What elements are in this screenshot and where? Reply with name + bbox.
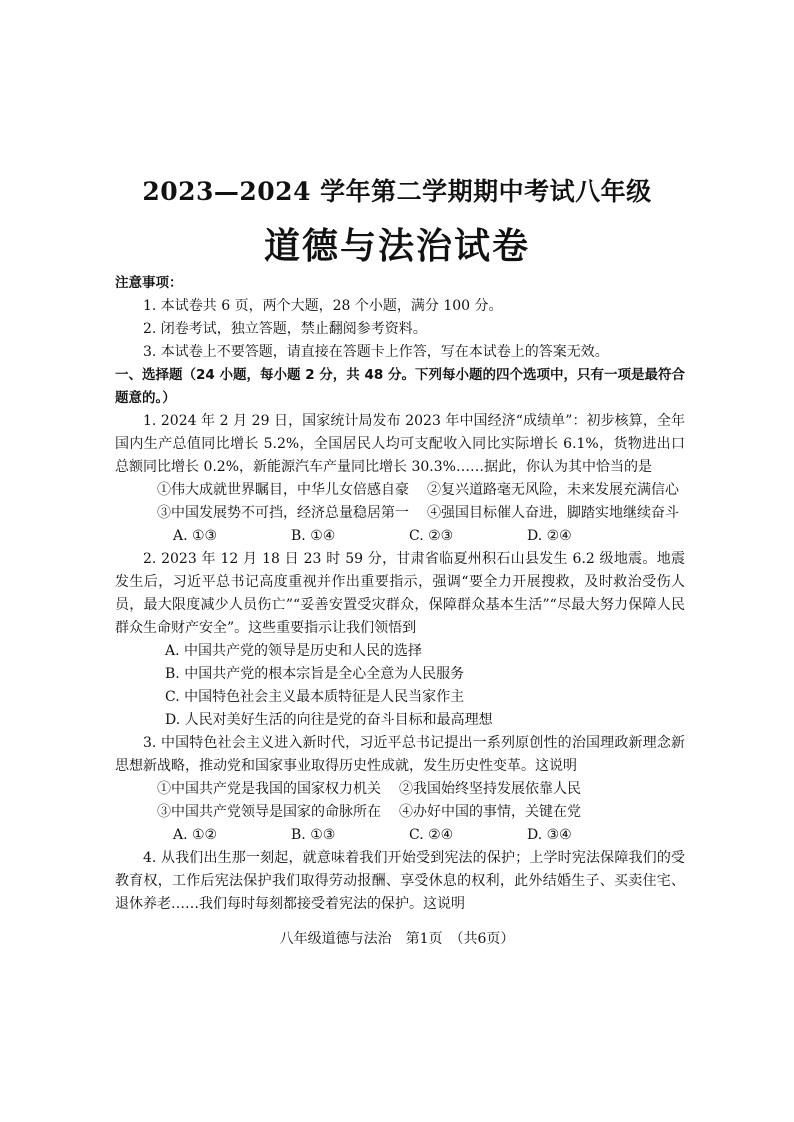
exam-title: 2023—2024 学年第二学期期中考试八年级: [142, 177, 652, 206]
question-1-statement: ①伟大成就世界瞩目，中华儿女倍感自豪: [157, 482, 409, 498]
question-3-statement: ④办好中国的事情，关键在党: [399, 804, 581, 820]
question-1-statement: ②复兴道路毫无风险，未来发展充满信心: [427, 482, 679, 498]
exam-content: [115, 272, 685, 916]
question-3-statements-row: [115, 801, 685, 824]
question-3-statement: ①中国共产党是我国的国家权力机关: [157, 781, 381, 797]
notice-item: 2. 闭卷考试，独立答题，禁止翻阅参考资料。: [143, 321, 427, 337]
choice-c: C. ②③: [409, 528, 454, 544]
question-3-statement: ②我国始终坚持发展依靠人民: [399, 781, 581, 797]
section-heading: 一、选择题（24 小题，每小题 2 分，共 48 分。下列每小题的四个选项中，只有一项是最符合题意的。）: [115, 367, 685, 406]
choice-d: D. ③④: [527, 827, 572, 843]
choice-b: B. 中国共产党的根本宗旨是全心全意为人民服务: [165, 666, 465, 682]
question-3-choices: [115, 824, 685, 847]
choice-a: A. ①②: [173, 827, 218, 843]
choice-b: B. ①③: [291, 827, 336, 843]
question-1-statements-row: [115, 502, 685, 525]
notice-item: 3. 本试卷上不要答题，请直接在答题卡上作答，写在本试卷上的答案无效。: [143, 344, 609, 360]
question-4-stem: 4. 从我们出生那一刻起，就意味着我们开始受到宪法的保护；上学时宪法保障我们的受教育权，工作后宪法保护我们取得劳动报酬、享受休息的权利，此外结婚生子、买卖住宅、退休养老……我们每时每刻都接受着宪法的保护。这说明: [115, 850, 685, 912]
page-footer: 八年级道德与法治 第1页 （共6页）: [279, 931, 515, 947]
choice-c: C. 中国特色社会主义最本质特征是人民当家作主: [165, 689, 465, 705]
question-2-stem: 2. 2023 年 12 月 18 日 23 时 59 分，甘肃省临夏州积石山县发生 6.2 级地震。地震发生后，习近平总书记高度重视并作出重要指示，强调“要全力开展搜救，及时救治受伤人员，最大限度减少人员伤亡”“妥善安置受灾群众，保障群众基本生活”“尽最大努力保障人民群众生命财产安全”。这些重要指示让我们领悟到: [115, 551, 685, 636]
choice-b: B. ①④: [291, 528, 336, 544]
exam-subject-title: 道德与法治试卷: [263, 225, 530, 267]
question-3-stem: 3. 中国特色社会主义进入新时代，习近平总书记提出一系列原创性的治国理政新理念新思想新战略，推动党和国家事业取得历史性成就，发生历史性变革。这说明: [115, 735, 685, 774]
question-1-choices: [115, 525, 685, 548]
choice-d: D. 人民对美好生活的向往是党的奋斗目标和最高理想: [165, 712, 493, 728]
choice-d: D. ②④: [527, 528, 572, 544]
notice-item: 1. 本试卷共 6 页，两个大题，28 个小题，满分 100 分。: [143, 298, 503, 314]
question-1-statement: ④强国目标催人奋进，脚踏实地继续奋斗: [427, 505, 679, 521]
question-1-stem: 1. 2024 年 2 月 29 日，国家统计局发布 2023 年中国经济“成绩单”：初步核算，全年国内生产总值同比增长 5.2%，全国居民人均可支配收入同比实际增长 6.1%，货物进出口总额同比增长 0.2%，新能源汽车产量同比增长 30.3%……据此，你认为其中恰当的是: [115, 413, 685, 475]
question-3-statements-row: [115, 778, 685, 801]
choice-a: A. 中国共产党的领导是历史和人民的选择: [165, 643, 423, 659]
choice-a: A. ①③: [173, 528, 218, 544]
question-1-statements-row: [115, 479, 685, 502]
question-1-statement: ③中国发展势不可挡，经济总量稳居第一: [157, 505, 409, 521]
notice-heading: 注意事项：: [115, 275, 183, 291]
question-3-statement: ③中国共产党领导是国家的命脉所在: [157, 804, 381, 820]
choice-c: C. ②④: [409, 827, 454, 843]
